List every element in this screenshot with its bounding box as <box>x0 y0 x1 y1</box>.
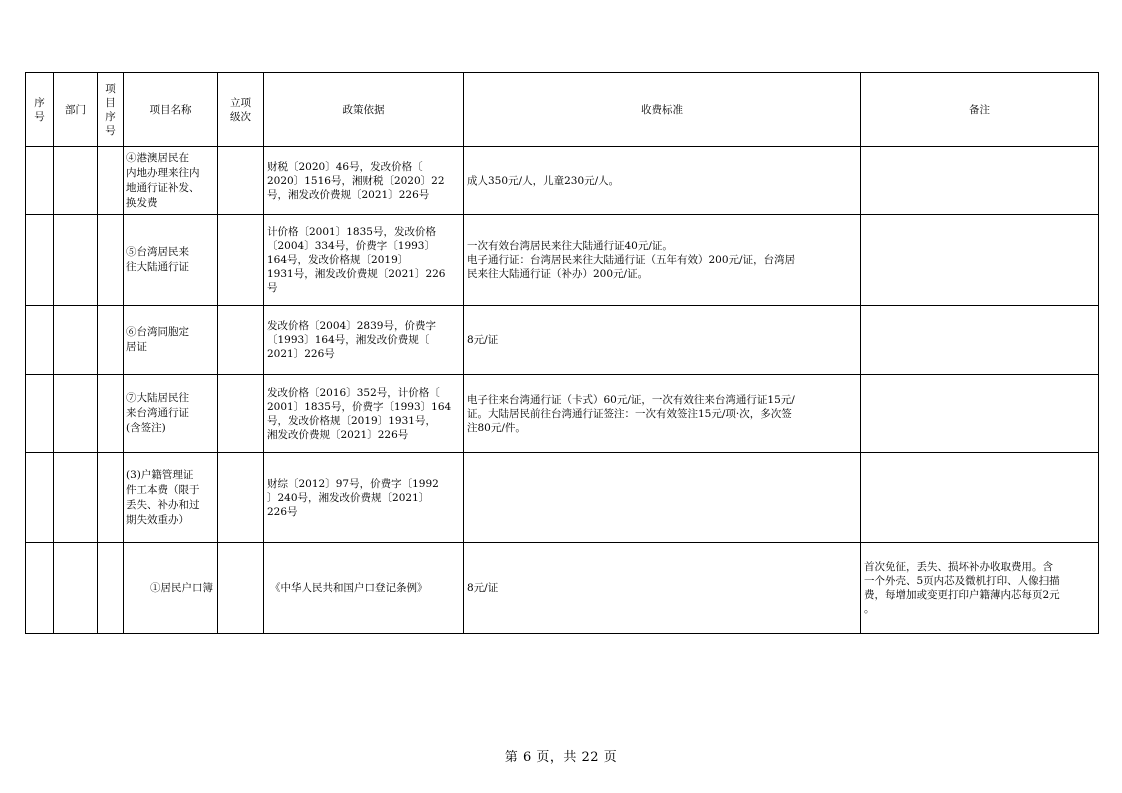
table-row <box>26 543 1099 634</box>
cell-fee: 8元/证 <box>464 543 861 634</box>
cell-fee: 8元/证 <box>464 306 861 375</box>
cell-seq <box>26 375 54 453</box>
cell-policy: 财综〔2012〕97号，价费字〔1992 〕240号，湘发改价费规〔2021〕 226号 <box>264 453 464 543</box>
cell-level <box>218 306 264 375</box>
header-remark: 备注 <box>861 73 1099 147</box>
cell-seq <box>26 453 54 543</box>
cell-seq <box>26 543 54 634</box>
cell-seq <box>26 215 54 306</box>
footer-page-number: 6 <box>522 750 532 765</box>
cell-item-name: ①居民户口簿 <box>124 543 218 634</box>
header-seq: 序 号 <box>26 73 54 147</box>
cell-level <box>218 215 264 306</box>
fee-table <box>25 72 1099 634</box>
page-footer <box>0 746 1122 765</box>
table-row <box>26 375 1099 453</box>
cell-level <box>218 453 264 543</box>
cell-item-name: ⑤台湾居民来 往大陆通行证 <box>124 215 218 306</box>
header-fee: 收费标准 <box>464 73 861 147</box>
table-row <box>26 306 1099 375</box>
header-item-seq: 项 目 序 号 <box>98 73 124 147</box>
cell-dept <box>54 375 98 453</box>
cell-item-seq <box>98 543 124 634</box>
footer-prefix: 第 <box>504 750 519 765</box>
footer-mid: 页，共 <box>536 750 577 765</box>
cell-item-seq <box>98 306 124 375</box>
cell-fee: 一次有效台湾居民来往大陆通行证40元/证。 电子通行证：台湾居民来往大陆通行证（五年有效）200元/证，台湾居 民来往大陆通行证（补办）200元/证。 <box>464 215 861 306</box>
cell-level <box>218 147 264 215</box>
header-dept: 部门 <box>54 73 98 147</box>
table-row <box>26 453 1099 543</box>
header-row <box>26 73 1099 147</box>
footer-total-pages: 22 <box>581 750 600 765</box>
cell-policy: 计价格〔2001〕1835号，发改价格 〔2004〕334号，价费字〔1993〕 164号，发改价格规〔2019〕 1931号，湘发改价费规〔2021〕226 号 <box>264 215 464 306</box>
cell-item-seq <box>98 375 124 453</box>
cell-item-name: ⑥台湾同胞定 居证 <box>124 306 218 375</box>
cell-policy: 《中华人民共和国户口登记条例》 <box>264 543 464 634</box>
footer-suffix: 页 <box>603 750 618 765</box>
cell-level <box>218 543 264 634</box>
cell-remark <box>861 375 1099 453</box>
cell-policy: 发改价格〔2016〕352号，计价格〔 2001〕1835号，价费字〔1993〕164 号，发改价格规〔2019〕1931号， 湘发改价费规〔2021〕226号 <box>264 375 464 453</box>
cell-level <box>218 375 264 453</box>
cell-dept <box>54 147 98 215</box>
cell-remark <box>861 215 1099 306</box>
cell-dept <box>54 543 98 634</box>
cell-fee <box>464 453 861 543</box>
cell-item-name: (3)户籍管理证 件工本费（限于 丢失、补办和过 期失效重办） <box>124 453 218 543</box>
cell-remark <box>861 453 1099 543</box>
cell-fee: 电子往来台湾通行证（卡式）60元/证，一次有效往来台湾通行证15元/ 证。大陆居民前往台湾通行证签注：一次有效签注15元/项·次，多次签 注80元/件。 <box>464 375 861 453</box>
cell-dept <box>54 215 98 306</box>
cell-remark <box>861 306 1099 375</box>
cell-item-seq <box>98 147 124 215</box>
header-level: 立项 级次 <box>218 73 264 147</box>
cell-fee: 成人350元/人，儿童230元/人。 <box>464 147 861 215</box>
header-policy: 政策依据 <box>264 73 464 147</box>
cell-remark: 首次免征，丢失、损坏补办收取费用。含 一个外壳、5页内芯及微机打印、人像扫描 费，每增加或变更打印户籍薄内芯每页2元 。 <box>861 543 1099 634</box>
cell-policy: 财税〔2020〕46号，发改价格〔 2020〕1516号，湘财税〔2020〕22 号，湘发改价费规〔2021〕226号 <box>264 147 464 215</box>
cell-policy: 发改价格〔2004〕2839号，价费字 〔1993〕164号，湘发改价费规〔 2021〕226号 <box>264 306 464 375</box>
table-row <box>26 147 1099 215</box>
cell-dept <box>54 306 98 375</box>
cell-remark <box>861 147 1099 215</box>
cell-dept <box>54 453 98 543</box>
cell-seq <box>26 306 54 375</box>
cell-item-seq <box>98 453 124 543</box>
cell-seq <box>26 147 54 215</box>
header-item-name: 项目名称 <box>124 73 218 147</box>
cell-item-seq <box>98 215 124 306</box>
cell-item-name: ⑦大陆居民往 来台湾通行证 (含签注) <box>124 375 218 453</box>
cell-item-name: ④港澳居民在 内地办理来往内 地通行证补发、 换发费 <box>124 147 218 215</box>
table-row <box>26 215 1099 306</box>
